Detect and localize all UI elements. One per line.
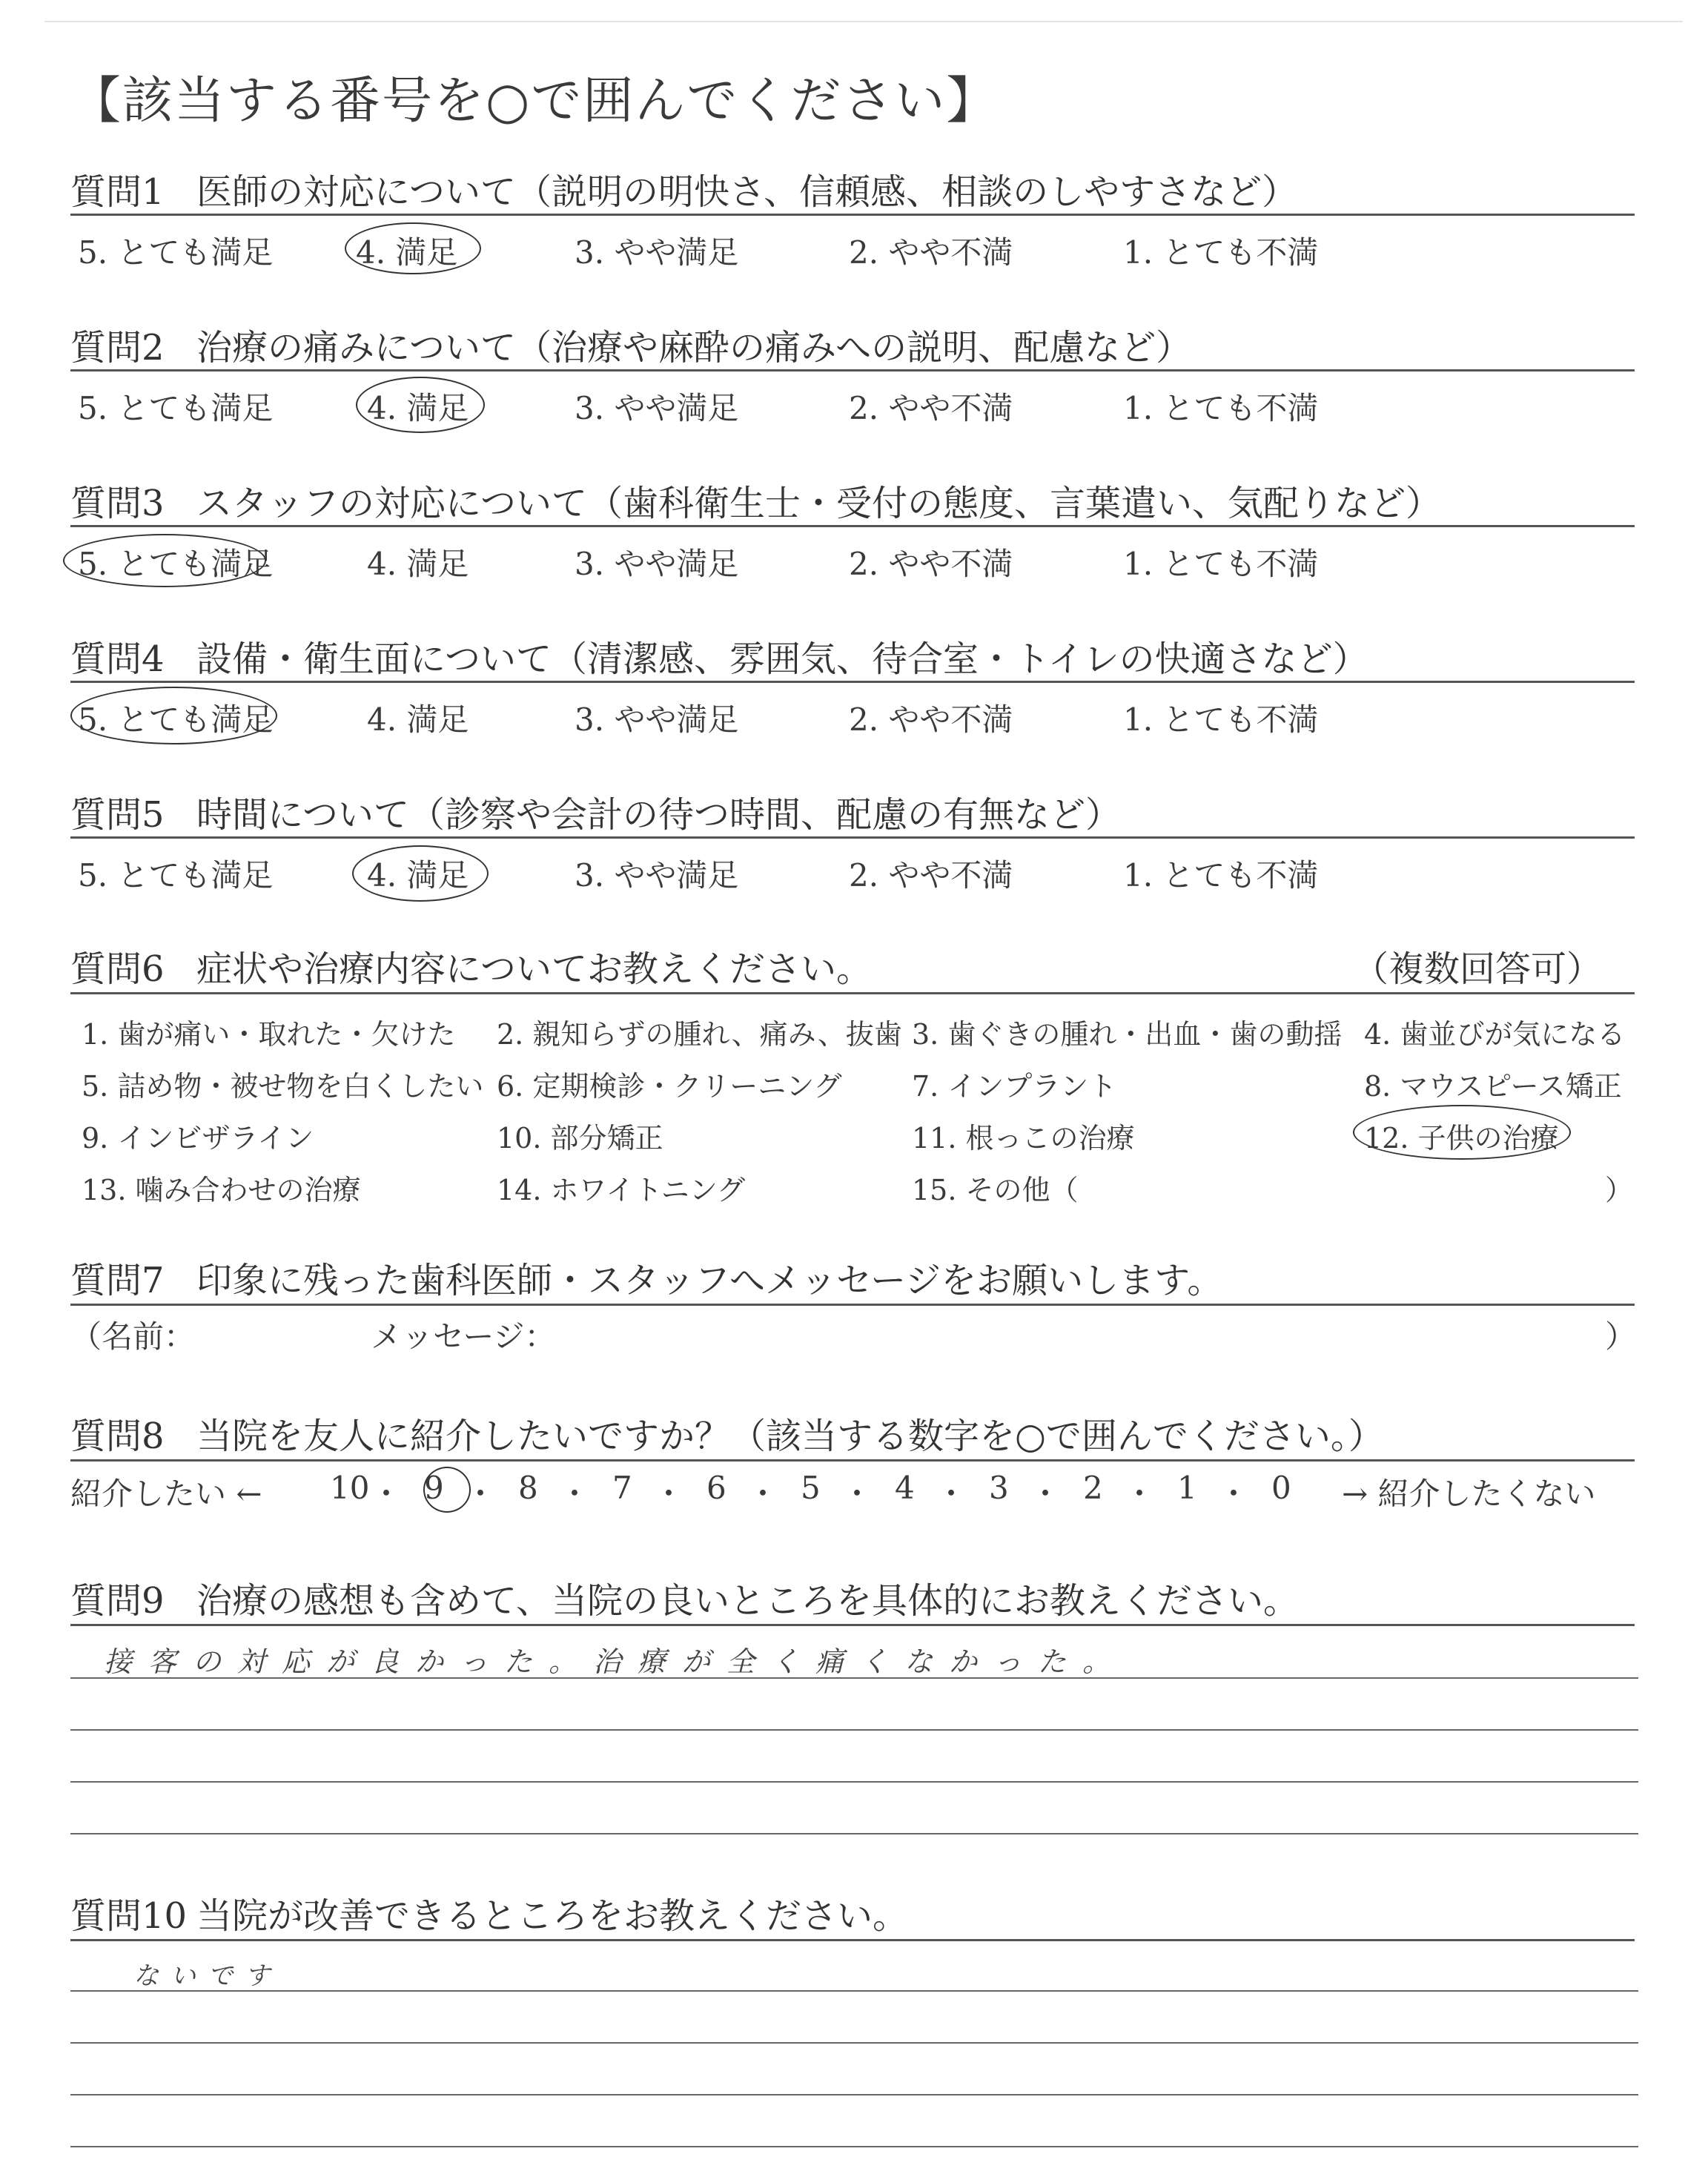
- question-text: 時間について: [196, 794, 410, 836]
- question-underline: [70, 214, 1635, 216]
- question-title: [70, 475, 1441, 526]
- question-text: 治療の感想も含めて、当院の良いところを具体的にお教えください。: [196, 1580, 1300, 1622]
- rating-option-2[interactable]: 2. やや不満: [849, 234, 1013, 271]
- question-number: 質問9: [70, 1580, 165, 1622]
- scale-value-4[interactable]: 4: [895, 1470, 915, 1506]
- rating-option-2[interactable]: 2. やや不満: [849, 390, 1013, 426]
- answer-line: [70, 1781, 1638, 1783]
- question-title: [70, 630, 1368, 681]
- question-number: 質問8: [70, 1416, 165, 1457]
- question-hint: （清潔感、雰囲気、待合室・トイレの快適さなど）: [552, 638, 1368, 680]
- question-underline: [70, 1459, 1635, 1462]
- handwritten-answer[interactable]: 接客の対応が良かった。治療が全く痛くなかった。: [104, 1645, 1128, 1678]
- question-title: [70, 1572, 1299, 1623]
- rating-option-1[interactable]: 1. とても不満: [1123, 390, 1319, 426]
- question-number: 質問6: [70, 948, 165, 990]
- option-11[interactable]: 11. 根っこの治療: [912, 1122, 1135, 1155]
- option-6[interactable]: 6. 定期検診・クリーニング: [497, 1070, 842, 1103]
- scale-separator: ・: [465, 1476, 497, 1512]
- rating-option-3[interactable]: 3. やや満足: [575, 857, 739, 894]
- option-12[interactable]: 12. 子供の治療: [1364, 1122, 1559, 1155]
- scale-separator: ・: [747, 1476, 779, 1512]
- question-hint: （該当する数字を○で囲んでください。）: [730, 1416, 1384, 1457]
- question-text: スタッフの対応について: [196, 483, 588, 524]
- rating-option-1[interactable]: 1. とても不満: [1123, 701, 1319, 738]
- question-hint: （歯科衛生士・受付の態度、言葉遣い、気配りなど）: [587, 483, 1442, 524]
- question-number: 質問4: [70, 638, 165, 680]
- option-2[interactable]: 2. 親知らずの腫れ、痛み、抜歯: [497, 1018, 902, 1051]
- option-4[interactable]: 4. 歯並びが気になる: [1364, 1018, 1626, 1051]
- scale-value-1[interactable]: 1: [1177, 1470, 1197, 1506]
- question-underline: [70, 992, 1635, 994]
- scale-value-10[interactable]: 10: [330, 1470, 370, 1506]
- scale-value-6[interactable]: 6: [706, 1470, 726, 1506]
- question-underline: [70, 681, 1635, 683]
- scale-separator: ・: [371, 1476, 403, 1512]
- scale-separator: ・: [1030, 1476, 1062, 1512]
- scale-separator: ・: [559, 1476, 591, 1512]
- option-8[interactable]: 8. マウスピース矯正: [1364, 1070, 1622, 1103]
- question-title: [70, 163, 1297, 214]
- question-underline: [70, 1624, 1635, 1626]
- rating-option-3[interactable]: 3. やや満足: [575, 701, 739, 738]
- recommend-right-label: → 紹介したくない: [1342, 1476, 1596, 1512]
- answer-line: [70, 1833, 1638, 1834]
- scale-separator: ・: [1218, 1476, 1250, 1512]
- question-title: [70, 1252, 1222, 1303]
- question-hint: （説明の明快さ、信頼感、相談のしやすさなど）: [516, 171, 1298, 213]
- scale-separator: ・: [936, 1476, 967, 1512]
- name-field-label[interactable]: （名前：: [70, 1318, 196, 1355]
- scale-separator: ・: [841, 1476, 873, 1512]
- question-underline: [70, 836, 1635, 839]
- other-close-paren: ）: [1605, 1174, 1634, 1206]
- question-number: 質問10: [70, 1895, 188, 1937]
- rating-option-5[interactable]: 5. とても満足: [78, 857, 274, 894]
- rating-option-1[interactable]: 1. とても不満: [1123, 857, 1319, 894]
- rating-option-1[interactable]: 1. とても不満: [1123, 234, 1319, 271]
- question-underline: [70, 369, 1635, 371]
- rating-option-5[interactable]: 5. とても満足: [78, 234, 274, 271]
- answer-line: [70, 2094, 1638, 2095]
- rating-option-3[interactable]: 3. やや満足: [575, 234, 739, 271]
- question-text: 治療の痛みについて: [196, 327, 517, 369]
- question-underline: [70, 1304, 1635, 1306]
- question-number: 質問3: [70, 483, 165, 524]
- question-number: 質問1: [70, 171, 165, 213]
- option-15[interactable]: 15. その他（: [912, 1174, 1079, 1206]
- option-10[interactable]: 10. 部分矯正: [497, 1122, 663, 1155]
- question-title: [70, 319, 1191, 370]
- answer-line: [70, 1729, 1638, 1731]
- question-text: 症状や治療内容についてお教えください。: [196, 948, 873, 990]
- question-underline: [70, 1939, 1635, 1941]
- page-header: 【該当する番号を○で囲んでください】: [70, 72, 999, 131]
- rating-option-5[interactable]: 5. とても満足: [78, 701, 274, 738]
- question-title: [70, 940, 872, 991]
- handwritten-answer[interactable]: ないです: [133, 1961, 282, 1991]
- top-border: [44, 21, 1683, 22]
- option-5[interactable]: 5. 詰め物・被せ物を白くしたい: [82, 1070, 484, 1103]
- rating-option-5[interactable]: 5. とても満足: [78, 390, 274, 426]
- answer-line: [70, 2146, 1638, 2147]
- rating-option-4[interactable]: 4. 満足: [367, 701, 469, 738]
- question-underline: [70, 525, 1635, 527]
- rating-option-4[interactable]: 4. 満足: [356, 234, 458, 271]
- multiple-answer-note: （複数回答可）: [1353, 948, 1603, 990]
- option-7[interactable]: 7. インプラント: [912, 1070, 1117, 1103]
- rating-option-2[interactable]: 2. やや不満: [849, 546, 1013, 582]
- scale-separator: ・: [653, 1476, 685, 1512]
- scale-value-3[interactable]: 3: [989, 1470, 1009, 1506]
- message-close-paren: ）: [1605, 1318, 1637, 1355]
- rating-option-1[interactable]: 1. とても不満: [1123, 546, 1319, 582]
- question-title: [70, 1887, 908, 1938]
- rating-option-5[interactable]: 5. とても満足: [78, 546, 274, 582]
- scale-value-7[interactable]: 7: [612, 1470, 632, 1506]
- rating-option-2[interactable]: 2. やや不満: [849, 857, 1013, 894]
- question-text: 設備・衛生面について: [196, 638, 552, 680]
- rating-option-3[interactable]: 3. やや満足: [575, 390, 739, 426]
- question-title: [70, 1407, 1384, 1459]
- option-13[interactable]: 13. 噛み合わせの治療: [82, 1174, 361, 1206]
- scale-value-2[interactable]: 2: [1083, 1470, 1103, 1506]
- question-text: 医師の対応について: [196, 171, 517, 213]
- option-9[interactable]: 9. インビザライン: [82, 1122, 314, 1155]
- question-number: 質問7: [70, 1260, 165, 1301]
- option-14[interactable]: 14. ホワイトニング: [497, 1174, 746, 1206]
- scale-value-8[interactable]: 8: [518, 1470, 538, 1506]
- selection-circle: [63, 534, 266, 587]
- option-3[interactable]: 3. 歯ぐきの腫れ・出血・歯の動揺: [912, 1018, 1343, 1051]
- scale-value-5[interactable]: 5: [801, 1470, 821, 1506]
- question-text: 当院を友人に紹介したいですか？: [196, 1416, 731, 1457]
- message-field-label[interactable]: メッセージ：: [371, 1318, 556, 1355]
- question-hint: （治療や麻酔の痛みへの説明、配慮など）: [516, 327, 1192, 369]
- question-title: [70, 786, 1121, 837]
- question-text: 印象に残った歯科医師・スタッフへメッセージをお願いします。: [196, 1260, 1223, 1301]
- rating-option-4[interactable]: 4. 満足: [367, 857, 469, 894]
- scale-value-9[interactable]: 9: [424, 1470, 444, 1506]
- recommend-left-label: 紹介したい ←: [70, 1476, 262, 1512]
- selection-circle: [356, 377, 485, 433]
- selection-circle: [70, 687, 277, 744]
- question-text: 当院が改善できるところをお教えください。: [196, 1895, 909, 1937]
- selection-circle: [352, 845, 489, 902]
- scale-value-0[interactable]: 0: [1271, 1470, 1291, 1506]
- selection-circle: [345, 222, 481, 274]
- rating-option-3[interactable]: 3. やや満足: [575, 546, 739, 582]
- rating-option-4[interactable]: 4. 満足: [367, 390, 469, 426]
- question-number: 質問5: [70, 794, 165, 836]
- rating-option-4[interactable]: 4. 満足: [367, 546, 469, 582]
- selection-circle: [423, 1467, 471, 1513]
- answer-line: [70, 1990, 1638, 1992]
- scale-separator: ・: [1124, 1476, 1156, 1512]
- option-1[interactable]: 1. 歯が痛い・取れた・欠けた: [82, 1018, 456, 1051]
- selection-circle: [1353, 1105, 1571, 1160]
- answer-line: [70, 1677, 1638, 1679]
- question-hint: （診察や会計の待つ時間、配慮の有無など）: [409, 794, 1122, 836]
- rating-option-2[interactable]: 2. やや不満: [849, 701, 1013, 738]
- question-number: 質問2: [70, 327, 165, 369]
- answer-line: [70, 2042, 1638, 2044]
